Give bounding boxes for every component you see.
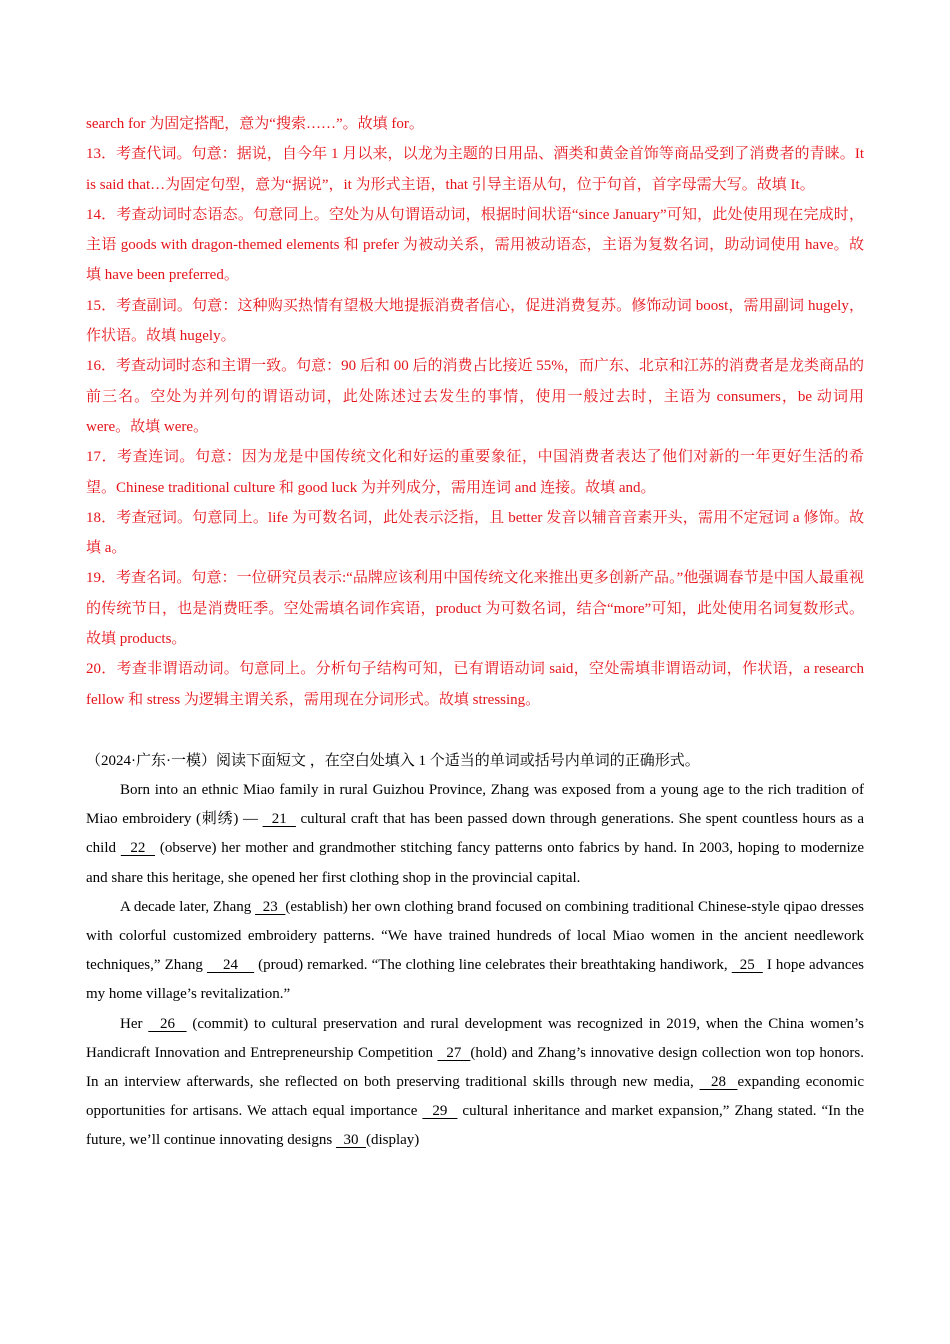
document-page	[86, 109, 864, 1156]
blank-23: 23	[255, 898, 286, 915]
text-run: (hold) and Zhang’s innovative design collection won top honors. In an interview afterwards, she reflected on both preserving traditional skills through new media,	[86, 1044, 865, 1090]
blank-28: 28	[699, 1073, 738, 1090]
passage-paragraph-2	[86, 893, 864, 1010]
blank-21: 21	[262, 811, 296, 828]
passage-paragraph-3	[86, 1010, 864, 1156]
answer-14: 14．考查动词时态语态。句意同上。空处为从句谓语动词，根据时间状语“since January”可知，此处使用现在完成时，主语 goods with dragon-themed elements 和 prefer 为被动关系，需用被动语态，主语为复数名词，助动词使用 have。故填 have been preferred。	[86, 206, 864, 284]
text-run: (proud) remarked. “The clothing line celebrates their breathtaking handiwork,	[254, 957, 732, 974]
text-run: Born into an ethnic Miao family in rural Guizhou Province, Zhang was exposed from a young age to the rich tradition of Miao embroidery (刺绣) —	[86, 781, 864, 828]
text-run: (commit) to cultural preservation and rural development was recognized in 2019, when the China women’s Handicraft Innovation and Entrepreneurship Competition	[86, 1015, 865, 1061]
cloze-passage	[86, 746, 864, 1156]
answer-17: 17．考查连词。句意：因为龙是中国传统文化和好运的重要象征，中国消费者表达了他们对新的一年更好生活的希望。Chinese traditional culture 和 good luck 为并列成分，需用连词 and 连接。故填 and。	[86, 449, 864, 496]
blank-30: 30	[335, 1132, 366, 1149]
text-run: A decade later, Zhang	[120, 898, 256, 915]
answer-20: 20．考查非谓语动词。句意同上。分析句子结构可知，已有谓语动词 said，空处需填非谓语动词，作状语，a research fellow 和 stress 为逻辑主谓关系，需用现在分词形式。故填 stressing。	[86, 661, 864, 708]
answer-18: 18．考查冠词。句意同上。life 为可数名词，此处表示泛指，且 better 发音以辅音音素开头，需用不定冠词 a 修饰。故填 a。	[86, 509, 864, 557]
text-run: I hope advances my home village’s revitalization.”	[86, 957, 865, 1003]
text-run: cultural craft that has been passed down through generations. She spent countless hours as a child	[86, 811, 864, 857]
answer-19: 19．考查名词。句意：一位研究员表示:“品牌应该利用中国传统文化来推出更多创新产品。”他强调春节是中国人最重视的传统节日，也是消费旺季。空处需填名词作宾语，product 为可数名词，结合“more”可知，此处使用名词复数形式。故填 products。	[86, 570, 864, 648]
blank-22: 22	[120, 840, 156, 857]
text-run: cultural inheritance and market expansion,” Zhang stated. “In the future, we’ll continue innovating designs	[86, 1103, 865, 1149]
text-run: Her	[120, 1015, 149, 1032]
blank-26: 26	[148, 1015, 187, 1032]
answer-15: 15．考查副词。句意：这种购买热情有望极大地提振消费者信心，促进消费复苏。修饰动词 boost，需用副词 hugely，作状语。故填 hugely。	[86, 297, 864, 345]
text-run: expanding economic opportunities for artisans. We attach equal importance	[86, 1073, 865, 1120]
passage-paragraph-1	[86, 776, 864, 893]
text-run: (observe) her mother and grandmother stitching fancy patterns onto fabrics by hand. In 2003, hoping to modernize and share this heritage, she opened her first clothing shop in the provincial capital.	[86, 840, 864, 886]
passage-source-instruction: （2024·广东·一模）阅读下面短文 ，在空白处填入 1 个适当的单词或括号内单词的正确形式。	[86, 752, 700, 769]
blank-29: 29	[422, 1103, 458, 1120]
blank-25: 25	[731, 957, 763, 974]
answer-12-tail: search for 为固定搭配，意为“搜索……”。故填 for。	[86, 116, 424, 132]
answer-explanations	[86, 109, 864, 715]
text-run: (establish) her own clothing brand focused on combining traditional Chinese-style qipao dresses with colorful customized embroidery patterns. “We have trained hundreds of local Miao women in the ancient needlework techniques,” Zhang	[86, 898, 864, 974]
text-run: (display)	[365, 1132, 420, 1149]
blank-27: 27	[437, 1044, 471, 1061]
blank-24: 24	[206, 957, 255, 974]
answer-16: 16．考查动词时态和主谓一致。句意：90 后和 00 后的消费占比接近 55%，而广东、北京和江苏的消费者是龙类商品的前三名。空处为并列句的谓语动词，此处陈述过去发生的事情，使用一般过去时，主语为 consumers，be 动词用 were。故填 were。	[86, 358, 864, 435]
answer-13: 13．考查代词。句意：据说，自今年 1 月以来，以龙为主题的日用品、酒类和黄金首饰等商品受到了消费者的青睐。It is said that…为固定句型，意为“据说”，it 为形式主语，that 引导主语从句，位于句首，首字母需大写。故填 It。	[86, 146, 864, 193]
